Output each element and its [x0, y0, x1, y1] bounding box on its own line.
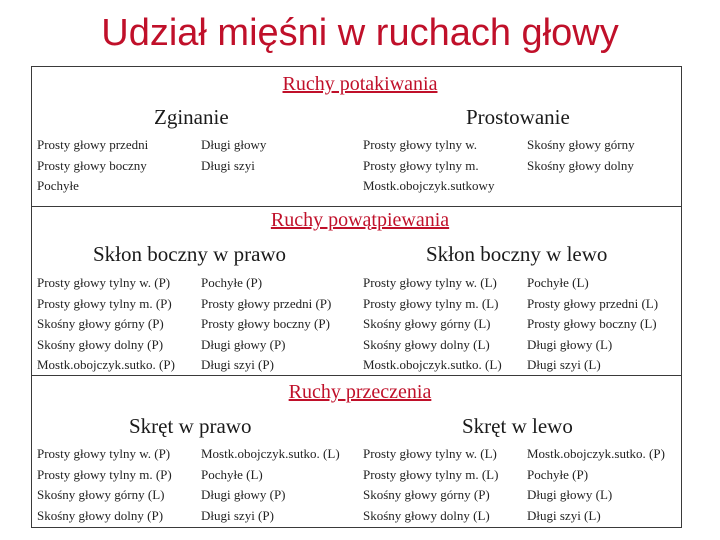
muscle-item: Prosty głowy tylny w. (P): [37, 446, 171, 461]
muscle-item: Prosty głowy tylny m. (P): [37, 295, 172, 311]
muscle-item: Prosty głowy boczny: [37, 157, 147, 173]
muscle-item: Skośny głowy dolny (L): [363, 507, 490, 523]
page-title: Udział mięśni w ruchach głowy: [101, 12, 619, 54]
muscle-list: [363, 444, 498, 526]
muscle-item: Długi szyi (L): [527, 357, 601, 372]
muscle-list: [363, 273, 502, 376]
muscle-item: Pochyłe (P): [527, 466, 589, 482]
muscle-item: Mostk.obojczyk.sutkowy: [363, 178, 495, 193]
muscle-item: Skośny głowy dolny: [527, 157, 634, 173]
muscle-list: [527, 444, 665, 526]
heading-rotation-right: Skręt w prawo: [129, 414, 252, 438]
muscle-item: Prosty głowy przedni: [37, 137, 149, 152]
muscle-item: Skośny głowy górny (L): [363, 316, 491, 331]
muscle-item: Długi szyi: [201, 157, 255, 173]
muscle-list: [527, 135, 635, 176]
muscle-item: Długi głowy (L): [527, 336, 613, 352]
muscle-list: [201, 444, 340, 526]
muscle-list: [527, 273, 658, 376]
heading-extension: Prostowanie: [466, 105, 570, 129]
muscle-item: Prosty głowy tylny w.: [363, 137, 477, 152]
muscle-item: Długi szyi (L): [527, 507, 601, 523]
muscle-item: Skośny głowy górny: [527, 137, 635, 152]
heading-side-bend-right: Skłon boczny w prawo: [93, 242, 287, 266]
heading-rotation-left: Skręt w lewo: [462, 414, 573, 438]
muscle-item: Długi głowy: [201, 137, 267, 152]
muscle-item: Pochyłe: [37, 178, 79, 193]
muscle-item: Długi głowy (P): [201, 487, 286, 502]
muscle-item: Prosty głowy boczny (P): [201, 316, 330, 331]
muscle-item: Prosty głowy tylny m.: [363, 157, 479, 173]
muscle-item: Mostk.obojczyk.sutko. (P): [37, 357, 175, 372]
muscle-item: Prosty głowy tylny w. (L): [363, 446, 497, 461]
section-title-doubt: Ruchy powątpiewania: [270, 209, 450, 231]
muscle-item: Skośny głowy dolny (P): [37, 507, 164, 523]
muscle-item: Prosty głowy boczny (L): [527, 316, 657, 331]
muscle-item: Prosty głowy tylny m. (L): [363, 466, 499, 482]
muscle-item: Prosty głowy przedni (P): [201, 295, 332, 311]
muscle-item: Skośny głowy górny (L): [37, 487, 165, 502]
section-divider-1: [31, 206, 682, 207]
muscle-item: Skośny głowy górny (P): [363, 487, 490, 502]
muscle-item: Długi głowy (P): [201, 336, 286, 352]
muscle-item: Prosty głowy tylny m. (P): [37, 466, 172, 482]
muscle-list: [201, 135, 266, 176]
muscle-item: Prosty głowy tylny m. (L): [363, 295, 499, 311]
muscle-item: Długi szyi (P): [201, 507, 274, 523]
muscle-item: Prosty głowy przedni (L): [527, 295, 659, 311]
muscle-item: Mostk.obojczyk.sutko. (L): [201, 446, 340, 461]
muscle-list: [37, 135, 148, 197]
heading-flexion: Zginanie: [154, 105, 229, 129]
muscle-item: Pochyłe (L): [201, 466, 263, 482]
muscle-item: Długi głowy (L): [527, 487, 613, 502]
muscle-item: Długi szyi (P): [201, 357, 274, 372]
heading-side-bend-left: Skłon boczny w lewo: [426, 242, 608, 266]
muscle-list: [37, 444, 172, 526]
muscle-item: Skośny głowy górny (P): [37, 316, 164, 331]
muscle-item: Prosty głowy tylny w. (L): [363, 275, 497, 290]
section-title-negation: Ruchy przeczenia: [288, 381, 432, 403]
muscle-list: [37, 273, 175, 376]
muscle-item: Mostk.obojczyk.sutko. (P): [527, 446, 665, 461]
muscle-item: Pochyłe (P): [201, 275, 263, 290]
muscle-item: Skośny głowy dolny (L): [363, 336, 490, 352]
muscle-item: Pochyłe (L): [527, 275, 589, 290]
muscle-list: [201, 273, 331, 376]
muscle-list: [363, 135, 494, 197]
muscle-item: Mostk.obojczyk.sutko. (L): [363, 357, 502, 372]
muscle-item: Skośny głowy dolny (P): [37, 336, 164, 352]
muscle-item: Prosty głowy tylny w. (P): [37, 275, 171, 290]
section-title-nodding: Ruchy potakiwania: [282, 73, 438, 95]
